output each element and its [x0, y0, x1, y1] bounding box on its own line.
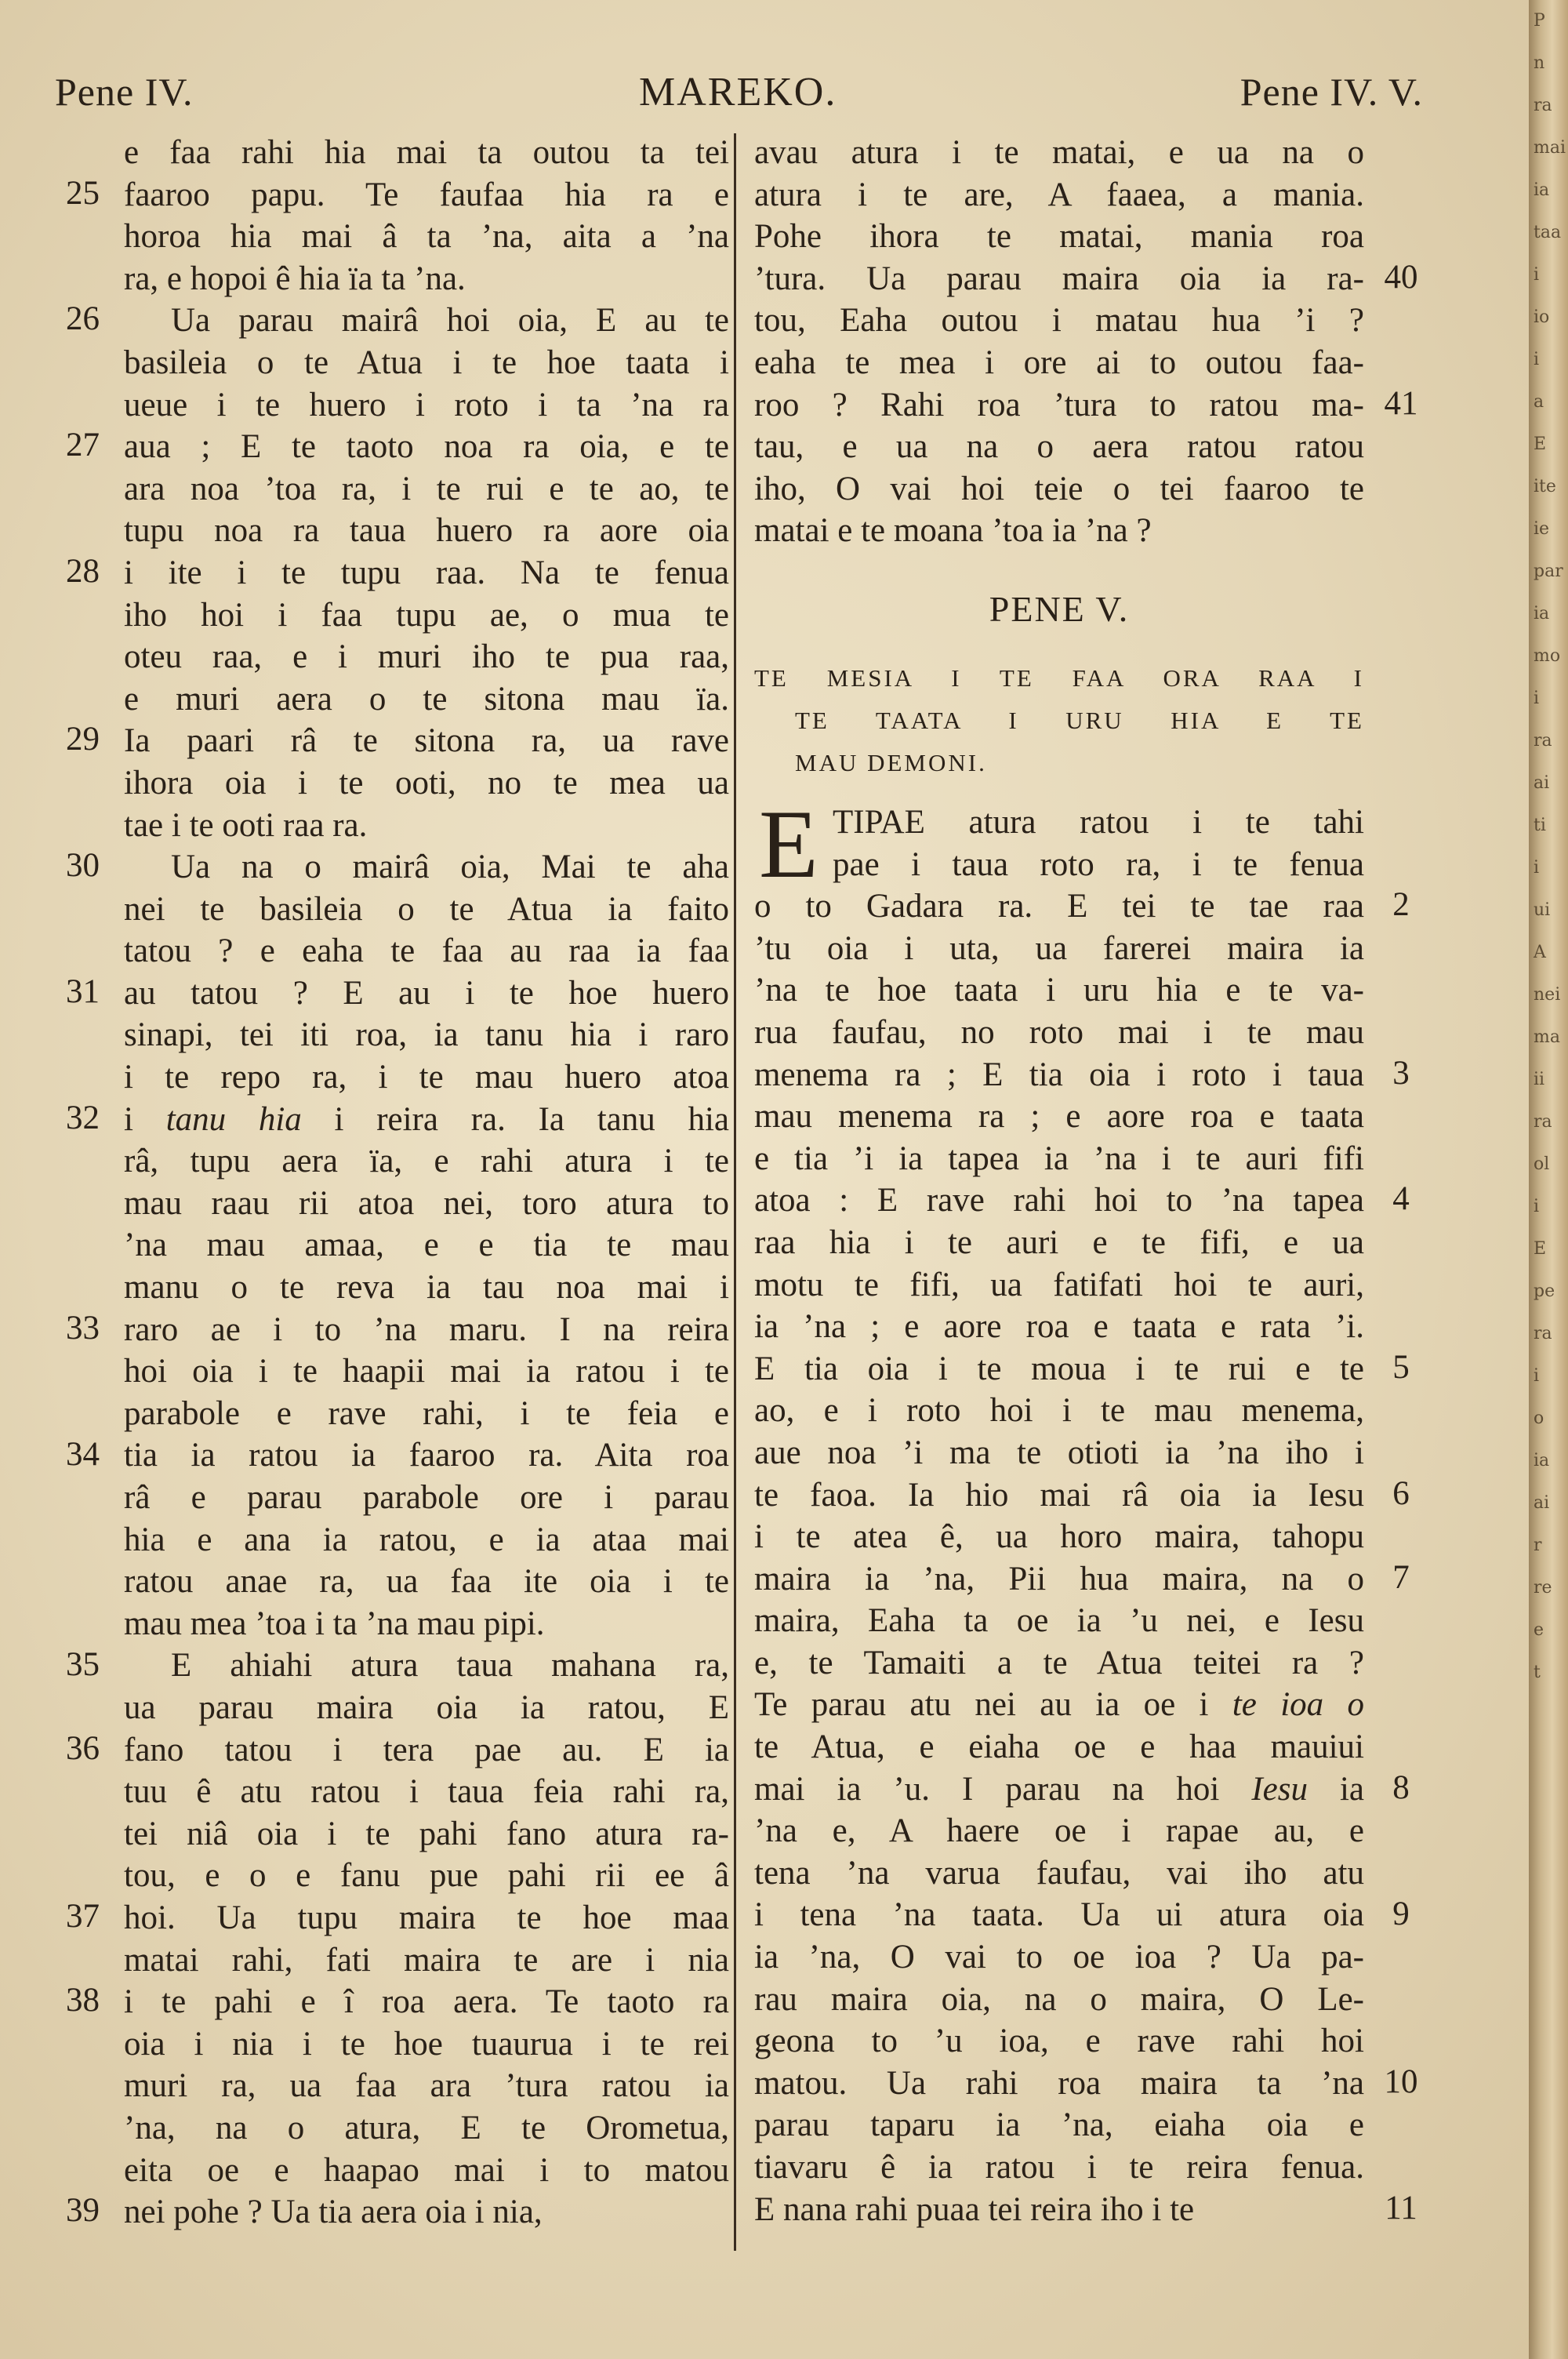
column-divider	[734, 133, 736, 2251]
text-line: pae i taua roto ra, i te fenua	[833, 845, 1364, 883]
verse-number: 38	[66, 1982, 100, 2019]
edge-fragment: r	[1534, 1536, 1542, 1555]
verse-number: 5	[1392, 1348, 1410, 1386]
text-line: tiavaru ê ia ratou i te reira fenua.	[754, 2149, 1364, 2186]
edge-fragment: o	[1534, 1408, 1544, 1428]
edge-fragment: ra	[1534, 731, 1552, 751]
text-line: ia ’na ; e aore roa e taata e rata ’i.	[754, 1308, 1364, 1346]
verse-number: 3	[1392, 1054, 1410, 1092]
text-line: ihora oia i te ooti, no te mea ua	[124, 764, 729, 801]
text-line: te Atua, e eiaha oe e haa mauiui	[754, 1728, 1364, 1766]
text-line: manu o te reva ia tau noa mai i	[124, 1269, 729, 1307]
edge-fragment: pe	[1534, 1281, 1555, 1301]
text-line: maira, Eaha ta oe ia ’u nei, e Iesu	[754, 1602, 1364, 1640]
text-line: mau menema ra ; e aore roa e taata	[754, 1098, 1364, 1136]
edge-fragment: ra	[1534, 1112, 1552, 1132]
edge-fragment: i	[1534, 265, 1540, 285]
verse-number: 33	[66, 1309, 100, 1347]
edge-fragment: ui	[1534, 900, 1551, 920]
text-line: tuu ê atu ratou i taua feia rahi ra,	[124, 1773, 729, 1811]
text-line: TIPAE atura ratou i te tahi	[833, 804, 1364, 841]
text-line: tatou ? e eaha te faa au raa ia faa	[124, 932, 729, 970]
edge-fragment: par	[1534, 562, 1563, 581]
text-line: o to Gadara ra. E tei te tae raa	[754, 888, 1364, 925]
verse-number: 6	[1392, 1474, 1410, 1512]
text-line: ’na te hoe taata i uru hia e te va-	[754, 972, 1364, 1009]
text-line: parabole e rave rahi, i te feia e	[124, 1394, 729, 1432]
text-line: râ e parau parabole ore i parau	[124, 1479, 729, 1516]
text-line: ’na mau amaa, e e tia te mau	[124, 1227, 729, 1264]
verse-number: 37	[66, 1898, 100, 1936]
text-line: E tia oia i te moua i te rui e te	[754, 1350, 1364, 1387]
text-line: nei te basileia o te Atua ia faito	[124, 890, 729, 928]
text-line: sinapi, tei iti roa, ia tanu hia i raro	[124, 1016, 729, 1054]
edge-fragment: ra	[1534, 1324, 1552, 1343]
text-line: tau, e ua na o aera ratou ratou	[754, 428, 1364, 466]
chapter-title: PENE V.	[989, 589, 1130, 629]
verse-number: 31	[66, 973, 100, 1010]
verse-number: 4	[1392, 1180, 1410, 1218]
text-line: tou, Eaha outou i matau hua ’i ?	[754, 302, 1364, 340]
text-line: ’na, na o atura, E te Orometua,	[124, 2109, 729, 2146]
right-column-top	[754, 132, 1364, 552]
text-line: ao, e i roto hoi i te mau menema,	[754, 1392, 1364, 1430]
text-line: aue noa ’i ma te otioti ia ’na iho i	[754, 1434, 1364, 1471]
text-line: ratou anae ra, ua faa ite oia i te	[124, 1563, 729, 1601]
edge-fragment: P	[1534, 11, 1545, 31]
edge-fragment: ai	[1534, 773, 1550, 793]
verse-number: 30	[66, 847, 100, 885]
text-line: eita oe e haapao mai i to matou	[124, 2151, 729, 2189]
verse-number: 40	[1384, 258, 1418, 296]
edge-fragment: E	[1534, 434, 1547, 454]
text-line: e muri aera o te sitona mau ïa.	[124, 680, 729, 718]
text-line: E nana rahi puaa tei reira iho i te	[754, 2190, 1195, 2228]
text-line: i tena ’na taata. Ua ui atura oia	[754, 1896, 1364, 1934]
chapter-summary	[754, 657, 1364, 784]
text-line: hia e ana ia ratou, e ia ataa mai	[124, 1521, 729, 1558]
text-line: faaroo papu. Te faufaa hia ra e	[124, 176, 729, 213]
summary-line: TE TAATA I URU HIA E TE	[795, 707, 1364, 734]
text-line: geona to ’u ioa, e rave rahi hoi	[754, 2023, 1364, 2060]
text-line: râ, tupu aera ïa, e rahi atura i te	[124, 1143, 729, 1180]
edge-fragment: ie	[1534, 519, 1550, 539]
text-line: tia ia ratou ia faaroo ra. Aita roa	[124, 1437, 729, 1474]
header-right-chapter: Pene IV. V.	[1240, 70, 1423, 114]
text-line: menema ra ; E tia oia i roto i taua	[754, 1056, 1364, 1093]
left-column	[124, 132, 729, 2234]
text-line: avau atura i te matai, e ua na o	[754, 134, 1364, 171]
text-line: ara noa ’toa ra, i te rui e te ao, te	[124, 470, 729, 507]
text-line: e faa rahi hia mai ta outou ta tei	[124, 134, 729, 171]
edge-fragment: a	[1534, 392, 1544, 412]
text-line: tou, e o e fanu pue pahi rii ee â	[124, 1857, 729, 1895]
text-line: Ua parau mairâ hoi oia, E au te	[171, 302, 729, 340]
text-line: Ua na o mairâ oia, Mai te aha	[171, 849, 729, 886]
text-line: ueue i te huero i roto i ta ’na ra	[124, 386, 729, 423]
text-line: oteu raa, e i muri iho te pua raa,	[124, 638, 729, 676]
text-line: i ite i te tupu raa. Na te fenua	[124, 554, 729, 591]
text-line: atura i te are, A faaea, a mania.	[754, 176, 1364, 213]
text-line: mau mea ’toa i ta ’na mau pipi.	[124, 1605, 545, 1642]
text-line: e, te Tamaiti a te Atua teitei ra ?	[754, 1644, 1364, 1681]
text-line: horoa hia mai â ta ’na, aita a ’na	[124, 218, 729, 256]
text-line: ia ’na, O vai to oe ioa ? Ua pa-	[754, 1939, 1364, 1976]
text-line: tupu noa ra taua huero ra aore oia	[124, 512, 729, 550]
edge-fragment: ia	[1534, 180, 1550, 200]
text-line: ua parau maira oia ia ratou, E	[124, 1688, 729, 1726]
text-line: nei pohe ? Ua tia aera oia i nia,	[124, 2194, 543, 2231]
text-line: tae i te ooti raa ra.	[124, 806, 368, 844]
edge-fragment: E	[1534, 1239, 1547, 1259]
edge-fragment: ia	[1534, 604, 1550, 623]
text-line: te faoa. Ia hio mai râ oia ia Iesu	[754, 1476, 1364, 1514]
verse-number: 29	[66, 721, 100, 758]
text-line: Te parau atu nei au ia oe i te ioa o	[754, 1686, 1364, 1724]
verse-number: 2	[1392, 886, 1410, 924]
text-line: rau maira oia, na o maira, O Le-	[754, 1980, 1364, 2018]
text-line: Ia paari râ te sitona ra, ua rave	[124, 722, 729, 760]
text-line: muri ra, ua faa ara ’tura ratou ia	[124, 2067, 729, 2105]
verse-number: 8	[1392, 1768, 1410, 1806]
text-line: E ahiahi atura taua mahana ra,	[171, 1647, 729, 1685]
text-line: tei niâ oia i te pahi fano atura ra-	[124, 1815, 729, 1852]
text-line: i te pahi e î roa aera. Te taoto ra	[124, 1983, 729, 2021]
text-line: matai rahi, fati maira te are i nia	[124, 1941, 729, 1979]
text-line: raro ae i to ’na maru. I na reira	[124, 1310, 729, 1348]
edge-fragment: io	[1534, 307, 1550, 327]
edge-fragment: i	[1534, 858, 1540, 878]
text-line: mau raau rii atoa nei, toro atura to	[124, 1184, 729, 1222]
edge-fragment: n	[1534, 53, 1545, 73]
verse-number: 11	[1385, 2189, 1417, 2226]
text-line: hoi oia i te haapii mai ia ratou i te	[124, 1353, 729, 1390]
edge-fragment: i	[1534, 1197, 1540, 1216]
edge-fragment: i	[1534, 350, 1540, 369]
verse-number: 41	[1384, 384, 1418, 422]
right-column-body	[754, 791, 1364, 2230]
edge-fragment: mai	[1534, 138, 1566, 158]
verse-number: 34	[66, 1435, 100, 1473]
summary-line: TE MESIA I TE FAA ORA RAA I	[754, 664, 1364, 692]
text-line: tena ’na varua faufau, vai iho atu	[754, 1854, 1364, 1892]
edge-fragment: taa	[1534, 223, 1562, 242]
text-line: eaha te mea i ore ai to outou faa-	[754, 343, 1364, 381]
text-line: rua faufau, no roto mai i te mau	[754, 1013, 1364, 1051]
verse-number: 10	[1384, 2063, 1418, 2100]
text-line: i tanu hia i reira ra. Ia tanu hia	[124, 1100, 729, 1138]
text-line: atoa : E rave rahi hoi to ’na tapea	[754, 1182, 1364, 1219]
text-line: aua ; E te taoto noa ra oia, e te	[124, 428, 729, 466]
text-line: matou. Ua rahi roa maira ta ’na	[754, 2064, 1364, 2102]
text-line: parau taparu ia ’na, eiaha oia e	[754, 2106, 1364, 2144]
edge-fragment: ai	[1534, 1493, 1550, 1513]
text-line: ’na e, A haere oe i rapae au, e	[754, 1812, 1364, 1850]
verse-number: 35	[66, 1645, 100, 1683]
verse-number: 39	[66, 2192, 100, 2230]
summary-line: MAU DEMONI.	[795, 749, 987, 776]
edge-fragment: ii	[1534, 1070, 1545, 1089]
verse-number: 36	[66, 1729, 100, 1767]
edge-fragment: ti	[1534, 816, 1546, 835]
edge-fragment: re	[1534, 1578, 1552, 1598]
edge-fragment: ite	[1534, 477, 1556, 496]
header-book-title: MAREKO.	[639, 70, 837, 114]
edge-fragment: e	[1534, 1620, 1544, 1640]
text-line: iho, O vai hoi teie o tei faaroo te	[754, 470, 1364, 507]
header-left-chapter: Pene IV.	[55, 70, 194, 114]
verse-number: 25	[66, 174, 100, 212]
text-line: maira ia ’na, Pii hua maira, na o	[754, 1560, 1364, 1598]
text-line: ra, e hopoi ê hia ïa ta ’na.	[124, 260, 466, 297]
text-line: au tatou ? E au i te hoe huero	[124, 974, 729, 1012]
edge-fragment: ia	[1534, 1451, 1550, 1470]
text-line: i te repo ra, i te mau huero atoa	[124, 1059, 729, 1096]
text-line: roo ? Rahi roa ’tura to ratou ma-	[754, 386, 1364, 423]
verse-number: 32	[66, 1099, 100, 1136]
text-line: hoi. Ua tupu maira te hoe maa	[124, 1899, 729, 1936]
text-line: fano tatou i tera pae au. E ia	[124, 1731, 729, 1768]
edge-fragment: ol	[1534, 1154, 1550, 1174]
verse-number: 9	[1392, 1895, 1410, 1932]
text-line: raa hia i te auri e te fifi, e ua	[754, 1223, 1364, 1261]
edge-fragment: ma	[1534, 1027, 1560, 1047]
text-line: ’tura. Ua parau maira oia ia ra-	[754, 260, 1364, 297]
edge-fragment: nei	[1534, 985, 1561, 1005]
verse-number: 7	[1392, 1558, 1410, 1596]
edge-fragment: ra	[1534, 96, 1552, 115]
text-line: motu te fifi, ua fatifati hoi te auri,	[754, 1266, 1364, 1303]
edge-fragment: i	[1534, 1366, 1540, 1386]
text-line: basileia o te Atua i te hoe taata i	[124, 343, 729, 381]
text-line: matai e te moana ’toa ia ’na ?	[754, 512, 1152, 550]
drop-cap: E	[759, 791, 818, 898]
running-header	[55, 69, 1423, 124]
text-line: ’tu oia i uta, ua farerei maira ia	[754, 929, 1364, 967]
edge-fragment: t	[1534, 1663, 1541, 1682]
verse-number: 26	[66, 300, 100, 338]
edge-fragment: A	[1534, 943, 1546, 962]
verse-number: 28	[66, 553, 100, 590]
text-line: iho hoi i faa tupu ae, o mua te	[124, 596, 729, 634]
text-line: Pohe ihora te matai, mania roa	[754, 218, 1364, 256]
edge-fragment: i	[1534, 689, 1540, 708]
text-line: oia i nia i te hoe tuaurua i te rei	[124, 2025, 729, 2063]
text-line: i te atea ê, ua horo maira, tahopu	[754, 1518, 1364, 1556]
text-line: mai ia ’u. I parau na hoi Iesu ia	[754, 1770, 1364, 1808]
verse-number: 27	[66, 427, 100, 464]
text-line: e tia ’i ia tapea ia ’na i te auri fifi	[754, 1140, 1364, 1177]
edge-fragment: mo	[1534, 646, 1561, 666]
facing-page-edge	[1529, 0, 1568, 2359]
